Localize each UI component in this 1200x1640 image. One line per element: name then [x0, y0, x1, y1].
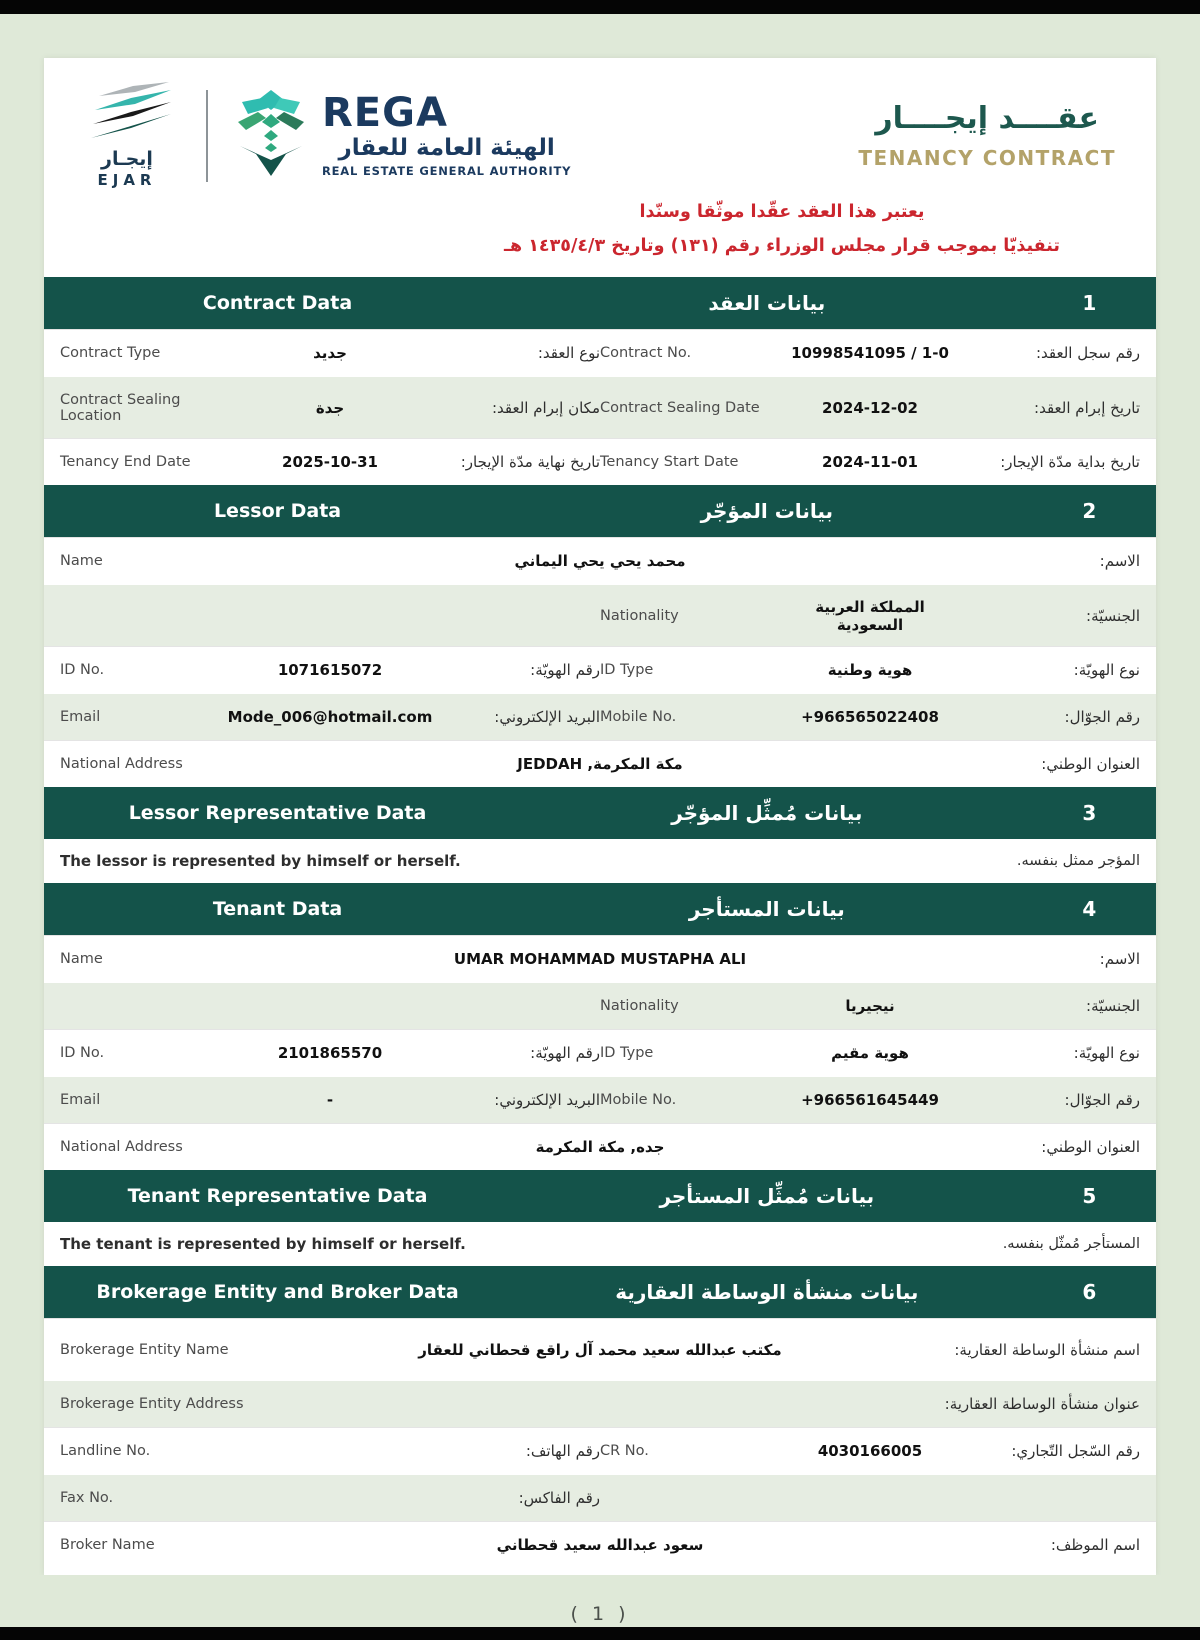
- tenant-nationality-value: نيجيريا: [845, 997, 895, 1016]
- field-lessor-nationality: [600, 598, 1140, 634]
- field-lessor-email: [60, 708, 600, 726]
- tenant-id-no-label-en: ID No.: [60, 1045, 105, 1062]
- row-lessor-nationality: [44, 584, 1156, 646]
- row-brokerage-entity-address: [44, 1380, 1156, 1427]
- fax-label-en: Fax No.: [60, 1490, 114, 1507]
- lessor-address-label-ar: العنوان الوطني:: [1041, 755, 1140, 774]
- row-lessor-representative-note: [44, 839, 1156, 883]
- section-title-english: Lessor Representative Data: [128, 802, 427, 825]
- tenant-name-value: UMAR MOHAMMAD MUSTAPHA ALI: [453, 950, 747, 969]
- tenant-email-label-ar: البريد الإلكتروني:: [494, 1091, 600, 1110]
- row-lessor-national-address: [44, 740, 1156, 787]
- section-header-brokerage-data: [44, 1266, 1156, 1318]
- contract-type-label-en: Contract Type: [60, 345, 161, 362]
- tenant-address-value: جده, مكة المكرمة: [535, 1138, 665, 1157]
- row-tenant-name: [44, 935, 1156, 982]
- section-title-arabic: بيانات المستأجر: [688, 897, 845, 922]
- legal-notice: [472, 195, 1092, 263]
- sealing-location-label-ar: مكان إبرام العقد:: [491, 398, 600, 417]
- section-title-english: Brokerage Entity and Broker Data: [96, 1281, 459, 1304]
- field-tenant-mobile: [600, 1091, 1140, 1109]
- tenancy-contract-document: [44, 58, 1156, 1575]
- tenant-name-label-en: Name: [60, 951, 103, 968]
- section-header-lessor-representative: [44, 787, 1156, 839]
- row-contract-no-type: [44, 329, 1156, 376]
- tenant-name-label-ar: الاسم:: [1099, 950, 1140, 969]
- tenant-id-no-label-ar: رقم الهويّة:: [530, 1044, 600, 1063]
- bottom-black-bar: [0, 1627, 1200, 1640]
- tenant-id-type-value: هوية مقيم: [831, 1044, 909, 1063]
- field-tenant-id-no: [60, 1044, 600, 1062]
- contract-type-value: جديد: [313, 344, 347, 363]
- tenant-rep-note-en: The tenant is represented by himself or herself.: [60, 1235, 466, 1254]
- ejar-stripes-icon: [81, 82, 173, 144]
- broker-name-label-en: Broker Name: [60, 1537, 155, 1554]
- tenant-id-no-value: 2101865570: [277, 1044, 383, 1063]
- field-sealing-location: [60, 392, 600, 424]
- brokerage-name-label-ar: اسم منشأة الوساطة العقارية:: [954, 1340, 1140, 1359]
- field-fax: [60, 1489, 600, 1507]
- tenant-mobile-label-en: Mobile No.: [600, 1092, 677, 1109]
- landline-label-en: Landline No.: [60, 1443, 151, 1460]
- field-tenancy-start: [600, 453, 1140, 471]
- row-cr-landline: [44, 1427, 1156, 1474]
- section-number: 5: [1082, 1184, 1097, 1209]
- section-number: 1: [1082, 291, 1097, 316]
- row-lessor-id: [44, 646, 1156, 693]
- rega-text-block: [322, 90, 572, 178]
- legal-notice-line2: تنفيذيّا بموجب قرار مجلس الوزراء رقم (١٣١) وتاريخ ١٤٣٥/٤/٣ هـ: [504, 236, 1060, 257]
- lessor-mobile-label-en: Mobile No.: [600, 709, 677, 726]
- tenant-rep-note-ar: المستأجر مُمثّل بنفسه.: [1002, 1236, 1140, 1253]
- sealing-location-label-en: Contract Sealing Location: [60, 391, 181, 424]
- section-title-arabic: بيانات منشأة الوساطة العقارية: [615, 1280, 919, 1305]
- section-number: 4: [1082, 897, 1097, 922]
- sealing-location-value: جدة: [315, 398, 345, 417]
- lessor-rep-note-en: The lessor is represented by himself or herself.: [60, 852, 461, 871]
- section-title-arabic: بيانات العقد: [708, 291, 826, 316]
- lessor-email-label-ar: البريد الإلكتروني:: [494, 708, 600, 727]
- tenant-address-label-en: National Address: [60, 1139, 183, 1156]
- fax-label-ar: رقم الفاكس:: [518, 1489, 600, 1508]
- ejar-logo: [72, 82, 182, 189]
- tenant-mobile-label-ar: رقم الجوّال:: [1064, 1091, 1140, 1110]
- contract-no-label-en: Contract No.: [600, 345, 692, 362]
- lessor-rep-note-ar: المؤجر ممثل بنفسه.: [1016, 853, 1140, 870]
- lessor-address-value: مكة المكرمة, JEDDAH: [517, 755, 683, 774]
- tenant-email-label-en: Email: [60, 1092, 101, 1109]
- cr-no-label-ar: رقم السّجل التّجاري:: [1011, 1442, 1140, 1461]
- row-tenancy-dates: [44, 438, 1156, 485]
- tenant-nationality-label-ar: الجنسيّة:: [1086, 997, 1140, 1016]
- lessor-id-type-value: هوية وطنية: [827, 661, 913, 680]
- brokerage-address-label-ar: عنوان منشأة الوساطة العقارية:: [944, 1395, 1140, 1414]
- row-tenant-id: [44, 1029, 1156, 1076]
- sealing-date-label-en: Contract Sealing Date: [600, 399, 760, 416]
- tenant-address-label-ar: العنوان الوطني:: [1041, 1138, 1140, 1157]
- lessor-nationality-text: المملكة العربية السعودية: [815, 597, 925, 634]
- cr-no-value: 4030166005: [817, 1442, 923, 1461]
- brand-area: [72, 82, 571, 189]
- tenancy-end-label-ar: تاريخ نهاية مدّة الإيجار:: [460, 453, 600, 472]
- landline-label-ar: رقم الهاتف:: [525, 1442, 600, 1461]
- brand-divider: [206, 90, 208, 182]
- row-sealing-date-location: [44, 376, 1156, 438]
- rega-arabic-label: الهيئة العامة للعقار: [338, 135, 555, 161]
- broker-name-label-ar: اسم الموظف:: [1050, 1536, 1140, 1555]
- tenancy-start-value: 2024-11-01: [822, 453, 918, 472]
- top-black-bar: [0, 0, 1200, 14]
- tenancy-start-label-ar: تاريخ بداية مدّة الإيجار:: [1000, 453, 1140, 472]
- field-contract-no: [600, 344, 1140, 362]
- lessor-nationality-label-en: Nationality: [600, 607, 679, 624]
- field-sealing-date: [600, 399, 1140, 417]
- field-tenancy-end: [60, 453, 600, 471]
- rega-english-label: REAL ESTATE GENERAL AUTHORITY: [322, 164, 572, 178]
- lessor-id-type-label-ar: نوع الهويّة:: [1073, 661, 1140, 680]
- section-header-contract-data: [44, 277, 1156, 329]
- tenant-nationality-label-en: Nationality: [600, 998, 679, 1015]
- contract-no-value: 10998541095 / 1-0: [791, 344, 949, 363]
- document-header: [44, 58, 1156, 193]
- row-tenant-contact: [44, 1076, 1156, 1123]
- ejar-arabic-label: إيجـار: [101, 148, 153, 170]
- row-tenant-national-address: [44, 1123, 1156, 1170]
- row-lessor-contact: [44, 693, 1156, 740]
- contract-title-english: TENANCY CONTRACT: [858, 146, 1116, 170]
- lessor-id-no-label-en: ID No.: [60, 662, 105, 679]
- field-contract-type: [60, 344, 600, 362]
- contract-title-block: [858, 101, 1128, 170]
- field-lessor-id-type: [600, 661, 1140, 679]
- section-title-english: Contract Data: [202, 292, 353, 315]
- lessor-mobile-value: +966565022408: [801, 708, 939, 727]
- tenant-id-type-label-ar: نوع الهويّة:: [1073, 1044, 1140, 1063]
- rega-palm-icon: [232, 88, 310, 184]
- contract-no-label-ar: رقم سجل العقد:: [1035, 344, 1140, 363]
- section-number: 3: [1082, 801, 1097, 826]
- row-brokerage-entity-name: [44, 1318, 1156, 1380]
- footer-strip: [0, 1575, 1200, 1627]
- tenant-mobile-value: +966561645449: [801, 1091, 939, 1110]
- row-tenant-representative-note: [44, 1222, 1156, 1266]
- brokerage-name-value: مكتب عبدالله سعيد محمد آل راقع قحطاني للعقار: [418, 1340, 782, 1359]
- lessor-id-no-value: 1071615072: [277, 661, 383, 680]
- lessor-id-type-label-en: ID Type: [600, 662, 654, 679]
- row-fax: [44, 1474, 1156, 1521]
- sealing-date-value: 2024-12-02: [822, 398, 918, 417]
- section-title-english: Lessor Data: [213, 500, 342, 523]
- tenancy-end-label-en: Tenancy End Date: [60, 454, 191, 471]
- section-number: 2: [1082, 499, 1097, 524]
- lessor-name-label-en: Name: [60, 553, 103, 570]
- field-tenant-id-type: [600, 1044, 1140, 1062]
- lessor-email-label-en: Email: [60, 709, 101, 726]
- section-number: 6: [1082, 1280, 1097, 1305]
- brokerage-name-label-en: Brokerage Entity Name: [60, 1341, 229, 1358]
- field-landline: [60, 1442, 600, 1460]
- lessor-name-label-ar: الاسم:: [1099, 552, 1140, 571]
- tenancy-end-value: 2025-10-31: [282, 453, 378, 472]
- lessor-email-value: Mode_006@hotmail.com: [227, 708, 433, 727]
- lessor-name-value: محمد يحي يحي اليماني: [514, 552, 686, 571]
- contract-title-arabic: عقــــد إيجــــار: [875, 101, 1099, 136]
- row-tenant-nationality: [44, 982, 1156, 1029]
- row-lessor-name: [44, 537, 1156, 584]
- field-tenant-nationality: [600, 997, 1140, 1015]
- lessor-nationality-label-ar: الجنسيّة:: [1086, 606, 1140, 625]
- tenant-email-value: -: [326, 1091, 334, 1110]
- contract-type-label-ar: نوع العقد:: [537, 344, 600, 363]
- tenancy-start-label-en: Tenancy Start Date: [600, 454, 739, 471]
- row-broker-name: [44, 1521, 1156, 1568]
- field-cr-no: [600, 1442, 1140, 1460]
- lessor-address-label-en: National Address: [60, 756, 183, 773]
- field-lessor-mobile: [600, 708, 1140, 726]
- sealing-date-label-ar: تاريخ إبرام العقد:: [1034, 398, 1140, 417]
- lessor-mobile-label-ar: رقم الجوّال:: [1064, 708, 1140, 727]
- cr-no-label-en: CR No.: [600, 1443, 649, 1460]
- ejar-english-label: EJAR: [97, 171, 157, 189]
- section-header-tenant-data: [44, 883, 1156, 935]
- section-title-arabic: بيانات المؤجّر: [700, 499, 834, 524]
- section-title-english: Tenant Representative Data: [127, 1185, 428, 1208]
- field-lessor-id-no: [60, 661, 600, 679]
- page-number: ( 1 ): [570, 1603, 630, 1625]
- field-tenant-email: [60, 1091, 600, 1109]
- section-title-english: Tenant Data: [212, 898, 343, 921]
- broker-name-value: سعود عبدالله سعيد قحطاني: [496, 1536, 704, 1555]
- section-title-arabic: بيانات مُمثِّل المستأجر: [659, 1184, 875, 1209]
- rega-name-label: REGA: [322, 90, 448, 136]
- lessor-nationality-value: [762, 598, 978, 634]
- section-header-tenant-representative: [44, 1170, 1156, 1222]
- rega-logo: [232, 88, 571, 184]
- brokerage-address-label-en: Brokerage Entity Address: [60, 1396, 244, 1413]
- section-title-arabic: بيانات مُمثِّل المؤجّر: [671, 801, 863, 826]
- tenant-id-type-label-en: ID Type: [600, 1045, 654, 1062]
- lessor-id-no-label-ar: رقم الهويّة:: [530, 661, 600, 680]
- section-header-lessor-data: [44, 485, 1156, 537]
- legal-notice-line1: يعتبر هذا العقد عقّدا موثّقا وسنّدا: [639, 202, 925, 222]
